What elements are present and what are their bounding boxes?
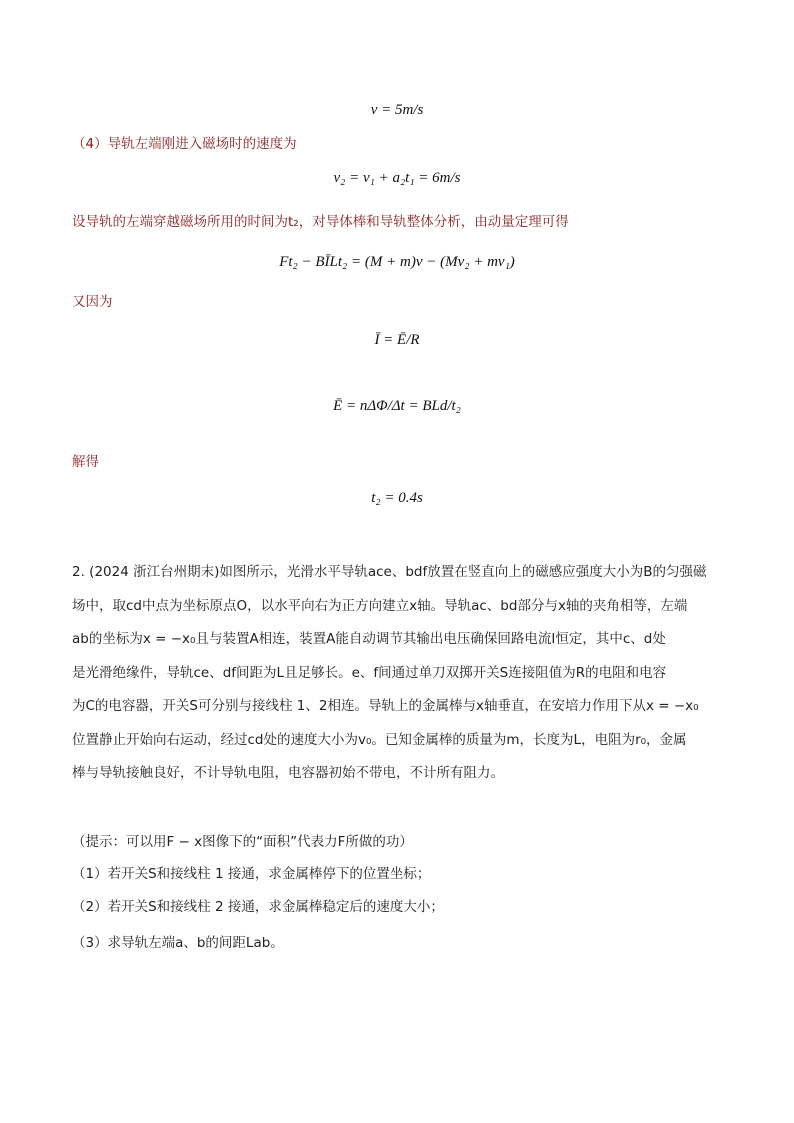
equation-v-result	[0, 102, 794, 119]
equation-momentum	[0, 254, 794, 271]
problem2-line: 场中，取cd中点为坐标原点O，以水平向右为正方向建立x轴。导轨ac、bd部分与x轴的夹角相等，左端	[72, 597, 688, 614]
equation-current-text: Ī = Ē/R	[374, 332, 420, 348]
problem2-line: 2. (2024 浙江台州期末)如图所示，光滑水平导轨ace、bdf放置在竖直向上的磁感应强度大小为B的匀强磁	[72, 564, 707, 580]
equation-t2-result-text: t₂ = 0.4s	[371, 490, 423, 506]
problem2-line: 位置静止开始向右运动，经过cd处的速度大小为v₀。已知金属棒的质量为m，长度为L，电阻为r₀，金属	[72, 731, 687, 748]
equation-v2	[0, 170, 794, 187]
problem2-line: 棒与导轨接触良好，不计导轨电阻，电容器初始不带电，不计所有阻力。	[72, 765, 504, 781]
problem2-hint: （提示：可以用F − x图像下的“面积”代表力F所做的功）	[72, 834, 413, 850]
step4-label: （4）导轨左端刚进入磁场时的速度为	[72, 136, 297, 152]
problem2-statement	[72, 562, 724, 797]
solve-label: 解得	[72, 454, 99, 470]
equation-emf	[0, 398, 794, 415]
problem2-question-3: （3）求导轨左端a、b的间距Lab。	[72, 935, 284, 951]
problem2-line: ab的坐标为x = −x₀且与装置A相连，装置A能自动调节其输出电压确保回路电流I恒定，其中c、d处	[72, 631, 666, 647]
equation-momentum-text: Ft₂ − BĪLt₂ = (M + m)v − (Mv₂ + mv₁)	[279, 254, 515, 270]
t2-intro-text: 设导轨的左端穿越磁场所用的时间为t₂，对导体棒和导轨整体分析，由动量定理可得	[72, 214, 569, 230]
problem2-line: 为C的电容器，开关S可分别与接线柱 1、2相连。导轨上的金属棒与x轴垂直，在安培力作用下从x = −x₀	[72, 698, 699, 714]
problem2-question-1: （1）若开关S和接线柱 1 接通，求金属棒停下的位置坐标；	[72, 866, 431, 882]
equation-emf-text: Ē = nΔΦ/Δt = BLd/t₂	[333, 398, 461, 414]
also-because-label: 又因为	[72, 294, 113, 310]
equation-current	[0, 332, 794, 349]
equation-t2-result	[0, 490, 794, 507]
problem2-question-2: （2）若开关S和接线柱 2 接通，求金属棒稳定后的速度大小；	[72, 899, 444, 915]
equation-v2-text: v₂ = v₁ + a₂t₁ = 6m/s	[333, 170, 461, 186]
problem2-line: 是光滑绝缘件，导轨ce、df间距为L且足够长。e、f间通过单刀双掷开关S连接阻值为R的电阻和电容	[72, 664, 667, 681]
equation-v-result-text: v = 5m/s	[370, 102, 424, 118]
